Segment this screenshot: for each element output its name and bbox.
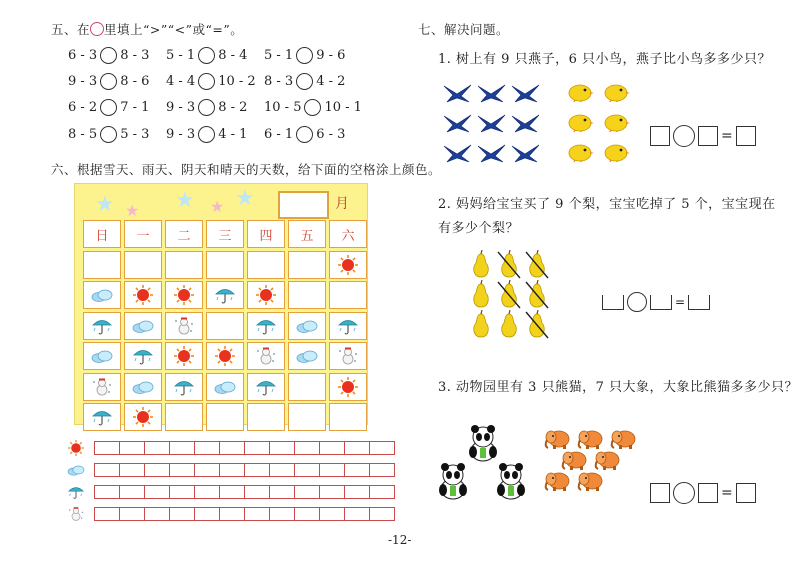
cloudy-icon [66, 462, 86, 478]
comparison-circle[interactable] [198, 126, 215, 143]
comparison-row [68, 126, 362, 143]
comparison-row [68, 47, 362, 64]
color-boxes [94, 441, 395, 455]
color-box[interactable] [145, 508, 170, 520]
rainy-icon [254, 316, 278, 336]
swallow-icon [511, 82, 541, 104]
color-box[interactable] [195, 442, 220, 454]
pear-icon [468, 250, 494, 280]
star-icon: ★ [125, 201, 140, 220]
calendar-day [83, 342, 121, 370]
color-box[interactable] [295, 442, 320, 454]
comparison-circle[interactable] [100, 47, 117, 64]
weekday-header: 五 [288, 220, 326, 248]
calendar-day [83, 281, 121, 309]
chick-icon [601, 110, 631, 132]
right-expression: 8 - 4 [218, 48, 248, 63]
panda-icon [436, 462, 470, 500]
color-box[interactable] [245, 464, 270, 476]
cloudy-icon [131, 316, 155, 336]
section7-title: 七、解决问题。 [418, 22, 510, 37]
color-box[interactable] [270, 486, 295, 498]
color-box[interactable] [95, 464, 120, 476]
calendar-day [329, 403, 367, 431]
calendar-day [247, 403, 285, 431]
rainy-icon [336, 316, 360, 336]
color-box[interactable] [195, 508, 220, 520]
calendar-day [288, 373, 326, 401]
operator-circle[interactable] [673, 125, 695, 147]
comparison-circle[interactable] [100, 73, 117, 90]
chick-icon [565, 80, 595, 102]
calendar-day [206, 342, 244, 370]
comparison-item [166, 99, 264, 116]
pear-icon [496, 310, 522, 340]
left-expression: 10 - 5 [264, 100, 302, 115]
right-expression: 5 - 3 [120, 127, 150, 142]
color-box[interactable] [370, 442, 394, 454]
rainy-icon [66, 484, 86, 500]
sunny-icon [336, 377, 360, 397]
color-box[interactable] [220, 464, 245, 476]
comparison-item [264, 47, 362, 64]
cloudy-icon [295, 316, 319, 336]
question-1: 1. 树上有 9 只燕子，6 只小鸟，燕子比小鸟多多少只？ [438, 52, 771, 67]
rainy-icon [90, 316, 114, 336]
answer-square[interactable] [688, 295, 710, 310]
tally-row-snowy [66, 506, 395, 522]
calendar-day [288, 342, 326, 370]
calendar-day [124, 251, 162, 279]
right-expression: 10 - 2 [218, 74, 256, 89]
comparison-item [166, 126, 264, 143]
color-box[interactable] [95, 442, 120, 454]
tally-row-rainy [66, 484, 395, 500]
question-2-line2: 有多少个梨？ [438, 221, 520, 236]
comparison-circle[interactable] [198, 47, 215, 64]
color-box[interactable] [370, 486, 394, 498]
left-expression: 5 - 1 [264, 48, 294, 63]
calendar-day [83, 403, 121, 431]
cloudy-icon [131, 377, 155, 397]
answer-square[interactable] [650, 295, 672, 310]
color-box[interactable] [170, 508, 195, 520]
cloudy-icon [90, 346, 114, 366]
panda-icon [494, 462, 528, 500]
rainy-icon [213, 285, 237, 305]
calendar-day [165, 251, 203, 279]
operator-circle[interactable] [673, 482, 695, 504]
calendar-day [247, 251, 285, 279]
color-box[interactable] [145, 486, 170, 498]
color-box[interactable] [345, 486, 370, 498]
weekday-header: 二 [165, 220, 203, 248]
month-input-box[interactable] [278, 191, 329, 219]
calendar-day [165, 373, 203, 401]
color-boxes [94, 507, 395, 521]
sunny-icon [254, 285, 278, 305]
pear-icon [468, 280, 494, 310]
comparison-circle[interactable] [296, 126, 313, 143]
comparison-item [264, 99, 362, 116]
swallow-icon [477, 82, 507, 104]
color-box[interactable] [195, 464, 220, 476]
color-box[interactable] [370, 464, 394, 476]
calendar-day [165, 281, 203, 309]
comparison-item [166, 73, 264, 90]
color-box[interactable] [370, 508, 394, 520]
color-box[interactable] [95, 486, 120, 498]
right-expression: 6 - 3 [316, 127, 346, 142]
calendar-day [329, 373, 367, 401]
question-2-line1: 2. 妈妈给宝宝买了 9 个梨，宝宝吃掉了 5 个，宝宝现在 [438, 197, 776, 212]
calendar-day [206, 403, 244, 431]
answer-square[interactable] [602, 295, 624, 310]
pear-icon [468, 310, 494, 340]
right-expression: 10 - 1 [324, 100, 362, 115]
calendar-day [288, 281, 326, 309]
color-box[interactable] [245, 442, 270, 454]
calendar-day [206, 251, 244, 279]
comparison-item [68, 126, 166, 143]
color-box[interactable] [295, 486, 320, 498]
sunny-icon [336, 255, 360, 275]
calendar-day [247, 373, 285, 401]
question-3: 3. 动物园里有 3 只熊猫，7 只大象，大象比熊猫多多少只？ [438, 380, 798, 395]
left-expression: 8 - 3 [264, 74, 294, 89]
right-expression: 9 - 6 [316, 48, 346, 63]
sunny-icon [213, 346, 237, 366]
color-box[interactable] [195, 486, 220, 498]
color-box[interactable] [170, 464, 195, 476]
sunny-icon [66, 440, 86, 456]
weekday-header: 三 [206, 220, 244, 248]
calendar-day [165, 403, 203, 431]
calendar-day [329, 312, 367, 340]
calendar-day [288, 312, 326, 340]
elephant-icon [593, 449, 623, 471]
cloudy-icon [213, 377, 237, 397]
calendar-day [124, 312, 162, 340]
left-expression: 5 - 1 [166, 48, 196, 63]
answer-square[interactable] [650, 126, 670, 146]
calendar-day [165, 312, 203, 340]
left-expression: 9 - 3 [166, 100, 196, 115]
calendar-day [124, 342, 162, 370]
elephant-icon [543, 428, 573, 450]
right-expression: 8 - 2 [218, 100, 248, 115]
right-expression: 4 - 1 [218, 127, 248, 142]
crossed-pear-icon [524, 250, 550, 280]
equals-sign: = [675, 295, 686, 309]
color-box[interactable] [220, 486, 245, 498]
comparison-item [68, 73, 166, 90]
swallow-icon [443, 142, 473, 164]
section5-title: 五、在 里填上“>”“<”或“=”。 [51, 22, 244, 37]
color-box[interactable] [145, 464, 170, 476]
cloudy-icon [90, 285, 114, 305]
equals-sign: = [721, 485, 733, 501]
calendar-day [124, 281, 162, 309]
comparison-item [166, 47, 264, 64]
calendar-day [247, 281, 285, 309]
snowy-icon [336, 346, 360, 366]
comparison-circle[interactable] [100, 126, 117, 143]
color-box[interactable] [270, 442, 295, 454]
equals-sign: = [721, 128, 733, 144]
swallow-icon [511, 112, 541, 134]
crossed-pear-icon [524, 280, 550, 310]
color-box[interactable] [320, 486, 345, 498]
calendar-day [165, 342, 203, 370]
snowy-icon [90, 377, 114, 397]
calendar-day [288, 251, 326, 279]
comparison-item [264, 126, 362, 143]
chick-icon [565, 140, 595, 162]
comparison-row [68, 73, 362, 90]
answer-square[interactable] [736, 483, 756, 503]
right-expression: 7 - 1 [120, 100, 150, 115]
calendar-day [329, 251, 367, 279]
color-box[interactable] [120, 464, 145, 476]
calendar-day [206, 312, 244, 340]
swallow-icon [443, 112, 473, 134]
color-box[interactable] [245, 508, 270, 520]
calendar-day [247, 312, 285, 340]
color-box[interactable] [170, 486, 195, 498]
chick-icon [601, 140, 631, 162]
star-icon: ★ [175, 188, 195, 213]
swallow-icon [477, 112, 507, 134]
color-box[interactable] [120, 508, 145, 520]
swallow-icon [511, 142, 541, 164]
circle-icon [90, 22, 104, 36]
answer-box-3[interactable] [650, 482, 756, 504]
star-icon: ★ [95, 192, 115, 217]
color-box[interactable] [145, 442, 170, 454]
calendar-grid [83, 220, 367, 431]
color-box[interactable] [270, 464, 295, 476]
calendar-day [124, 373, 162, 401]
calendar-day [329, 342, 367, 370]
cloudy-icon [295, 346, 319, 366]
left-expression: 6 - 2 [68, 100, 98, 115]
answer-box-2[interactable] [602, 292, 710, 312]
calendar-day [329, 281, 367, 309]
color-box[interactable] [120, 442, 145, 454]
color-box[interactable] [270, 508, 295, 520]
left-expression: 6 - 1 [264, 127, 294, 142]
answer-box-1[interactable] [650, 125, 756, 147]
sunny-icon [131, 285, 155, 305]
color-box[interactable] [345, 464, 370, 476]
left-expression: 4 - 4 [166, 74, 196, 89]
snowy-icon [254, 346, 278, 366]
left-expression: 6 - 3 [68, 48, 98, 63]
comparison-circle[interactable] [296, 73, 313, 90]
comparison-item [68, 99, 166, 116]
right-expression: 8 - 3 [120, 48, 150, 63]
color-box[interactable] [345, 508, 370, 520]
weekday-header: 一 [124, 220, 162, 248]
calendar-day [247, 342, 285, 370]
left-expression: 9 - 3 [166, 127, 196, 142]
swallow-icon [477, 142, 507, 164]
calendar-day [206, 373, 244, 401]
snowy-icon [66, 506, 86, 522]
sunny-icon [172, 346, 196, 366]
comparison-circle[interactable] [304, 99, 321, 116]
comparison-item [68, 47, 166, 64]
weekday-header: 六 [329, 220, 367, 248]
color-box[interactable] [245, 486, 270, 498]
sunny-icon [131, 407, 155, 427]
elephant-icon [576, 470, 606, 492]
comparison-circle[interactable] [296, 47, 313, 64]
right-expression: 8 - 6 [120, 74, 150, 89]
page-number: -12- [388, 533, 412, 547]
star-icon: ★ [235, 186, 255, 211]
answer-square[interactable] [650, 483, 670, 503]
snowy-icon [172, 316, 196, 336]
operator-circle[interactable] [627, 292, 647, 312]
color-box[interactable] [220, 508, 245, 520]
color-box[interactable] [320, 508, 345, 520]
color-box[interactable] [345, 442, 370, 454]
elephant-icon [560, 449, 590, 471]
elephant-icon [609, 428, 639, 450]
color-box[interactable] [320, 464, 345, 476]
color-boxes [94, 485, 395, 499]
calendar-day [288, 403, 326, 431]
rainy-icon [131, 346, 155, 366]
left-expression: 8 - 5 [68, 127, 98, 142]
color-box[interactable] [120, 486, 145, 498]
color-box[interactable] [95, 508, 120, 520]
calendar-day [206, 281, 244, 309]
color-box[interactable] [295, 464, 320, 476]
month-label: 月 [335, 196, 349, 212]
star-icon: ★ [210, 197, 225, 216]
right-expression: 4 - 2 [316, 74, 346, 89]
elephant-icon [543, 470, 573, 492]
swallow-icon [443, 82, 473, 104]
comparison-circle[interactable] [100, 99, 117, 116]
chick-icon [565, 110, 595, 132]
weekday-header: 日 [83, 220, 121, 248]
calendar-day [124, 403, 162, 431]
calendar-day [83, 312, 121, 340]
answer-square[interactable] [736, 126, 756, 146]
elephant-icon [576, 428, 606, 450]
left-expression: 9 - 3 [68, 74, 98, 89]
tally-row-sunny [66, 440, 395, 456]
rainy-icon [90, 407, 114, 427]
section6-title: 六、根据雪天、雨天、阴天和晴天的天数，给下面的空格涂上颜色。 [51, 162, 442, 177]
chick-icon [601, 80, 631, 102]
crossed-pear-icon [496, 250, 522, 280]
crossed-pear-icon [524, 310, 550, 340]
color-box[interactable] [220, 442, 245, 454]
comparison-circle[interactable] [198, 73, 215, 90]
sunny-icon [172, 285, 196, 305]
rainy-icon [172, 377, 196, 397]
answer-square[interactable] [698, 126, 718, 146]
comparison-circle[interactable] [198, 99, 215, 116]
comparison-item [264, 73, 362, 90]
panda-icon [466, 424, 500, 462]
tally-row-cloudy [66, 462, 395, 478]
comparison-row [68, 99, 362, 116]
color-box[interactable] [170, 442, 195, 454]
crossed-pear-icon [496, 280, 522, 310]
color-box[interactable] [295, 508, 320, 520]
rainy-icon [254, 377, 278, 397]
color-boxes [94, 463, 395, 477]
calendar-day [83, 373, 121, 401]
color-box[interactable] [320, 442, 345, 454]
calendar-day [83, 251, 121, 279]
weather-calendar [74, 183, 368, 425]
weekday-header: 四 [247, 220, 285, 248]
answer-square[interactable] [698, 483, 718, 503]
